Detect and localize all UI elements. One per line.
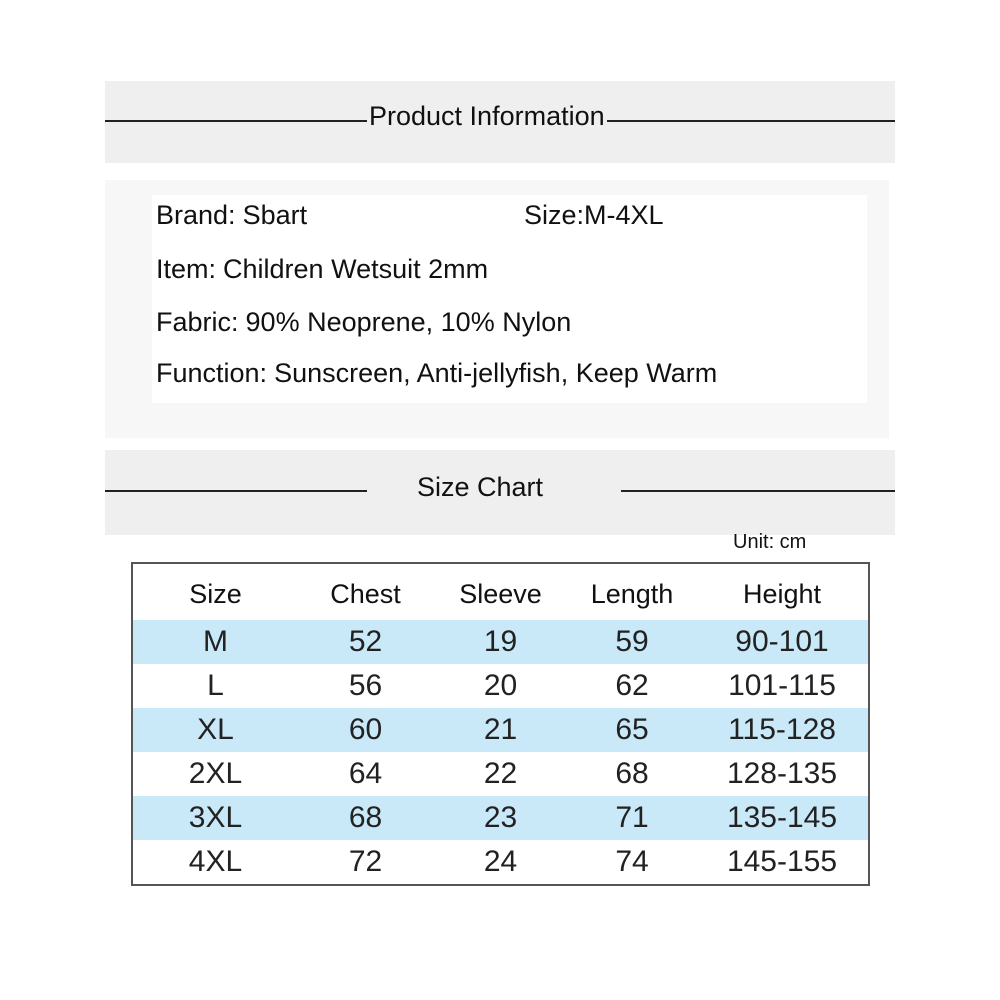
table-row xyxy=(132,752,869,796)
brand-line xyxy=(156,200,307,231)
brand-value: Sbart xyxy=(242,200,308,230)
table-cell: 145-155 xyxy=(726,845,838,878)
table-cell: 23 xyxy=(433,796,568,840)
table-cell: 68 xyxy=(298,796,433,840)
table-cell: 4XL xyxy=(188,845,243,878)
item-line xyxy=(156,254,488,285)
table-row xyxy=(132,796,869,840)
table-cell: 68 xyxy=(615,757,649,790)
table-cell: 101-115 xyxy=(728,669,836,702)
size-value: M-4XL xyxy=(584,200,664,230)
fabric-label: Fabric: xyxy=(156,307,239,337)
table-cell: 60 xyxy=(298,708,433,752)
table-cell: M xyxy=(132,620,298,664)
table-cell: 72 xyxy=(348,845,383,878)
fabric-value: 90% Neoprene, 10% Nylon xyxy=(245,307,572,337)
header-length: Length xyxy=(590,579,674,609)
table-cell: 64 xyxy=(348,757,383,790)
table-cell: 135-145 xyxy=(696,796,869,840)
table-cell: 2XL xyxy=(188,757,243,790)
size-chart-rule-right xyxy=(621,490,895,492)
brand-label: Brand: xyxy=(156,200,236,230)
table-cell: XL xyxy=(132,708,298,752)
table-cell: 22 xyxy=(483,757,518,790)
table-cell: 24 xyxy=(483,845,518,878)
table-cell: 19 xyxy=(433,620,568,664)
size-chart-rule-left xyxy=(105,490,367,492)
size-label: Size: xyxy=(524,200,585,230)
table-cell: 20 xyxy=(483,669,518,702)
table-cell: L xyxy=(207,669,224,702)
product-info-title: Product Information xyxy=(369,101,605,131)
table-cell: 74 xyxy=(615,845,649,878)
table-cell: 90-101 xyxy=(696,620,869,664)
table-cell: 21 xyxy=(433,708,568,752)
function-value: Sunscreen, Anti-jellyfish, Keep Warm xyxy=(274,358,718,388)
table-cell: 59 xyxy=(568,620,696,664)
table-cell: 115-128 xyxy=(696,708,869,752)
table-row xyxy=(132,620,869,664)
size-table xyxy=(131,562,870,886)
size-chart-title: Size Chart xyxy=(417,472,544,502)
table-cell: 128-135 xyxy=(726,757,838,790)
table-header-row xyxy=(132,563,869,620)
header-size: Size xyxy=(189,579,242,609)
fabric-line xyxy=(156,307,571,338)
header-sleeve: Sleeve xyxy=(459,579,542,609)
table-cell: 65 xyxy=(568,708,696,752)
size-line xyxy=(524,200,664,231)
table-row xyxy=(132,840,869,885)
table-cell: 52 xyxy=(298,620,433,664)
header-chest: Chest xyxy=(330,579,401,609)
table-cell: 3XL xyxy=(132,796,298,840)
item-label: Item: xyxy=(156,254,217,284)
table-row xyxy=(132,664,869,708)
table-row xyxy=(132,708,869,752)
unit-label: Unit: cm xyxy=(733,531,807,553)
table-cell: 71 xyxy=(568,796,696,840)
function-line xyxy=(156,358,717,389)
header-height: Height xyxy=(742,579,822,609)
function-label: Function: xyxy=(156,358,268,388)
item-value: Children Wetsuit 2mm xyxy=(223,254,489,284)
table-cell: 56 xyxy=(348,669,383,702)
table-cell: 62 xyxy=(615,669,649,702)
